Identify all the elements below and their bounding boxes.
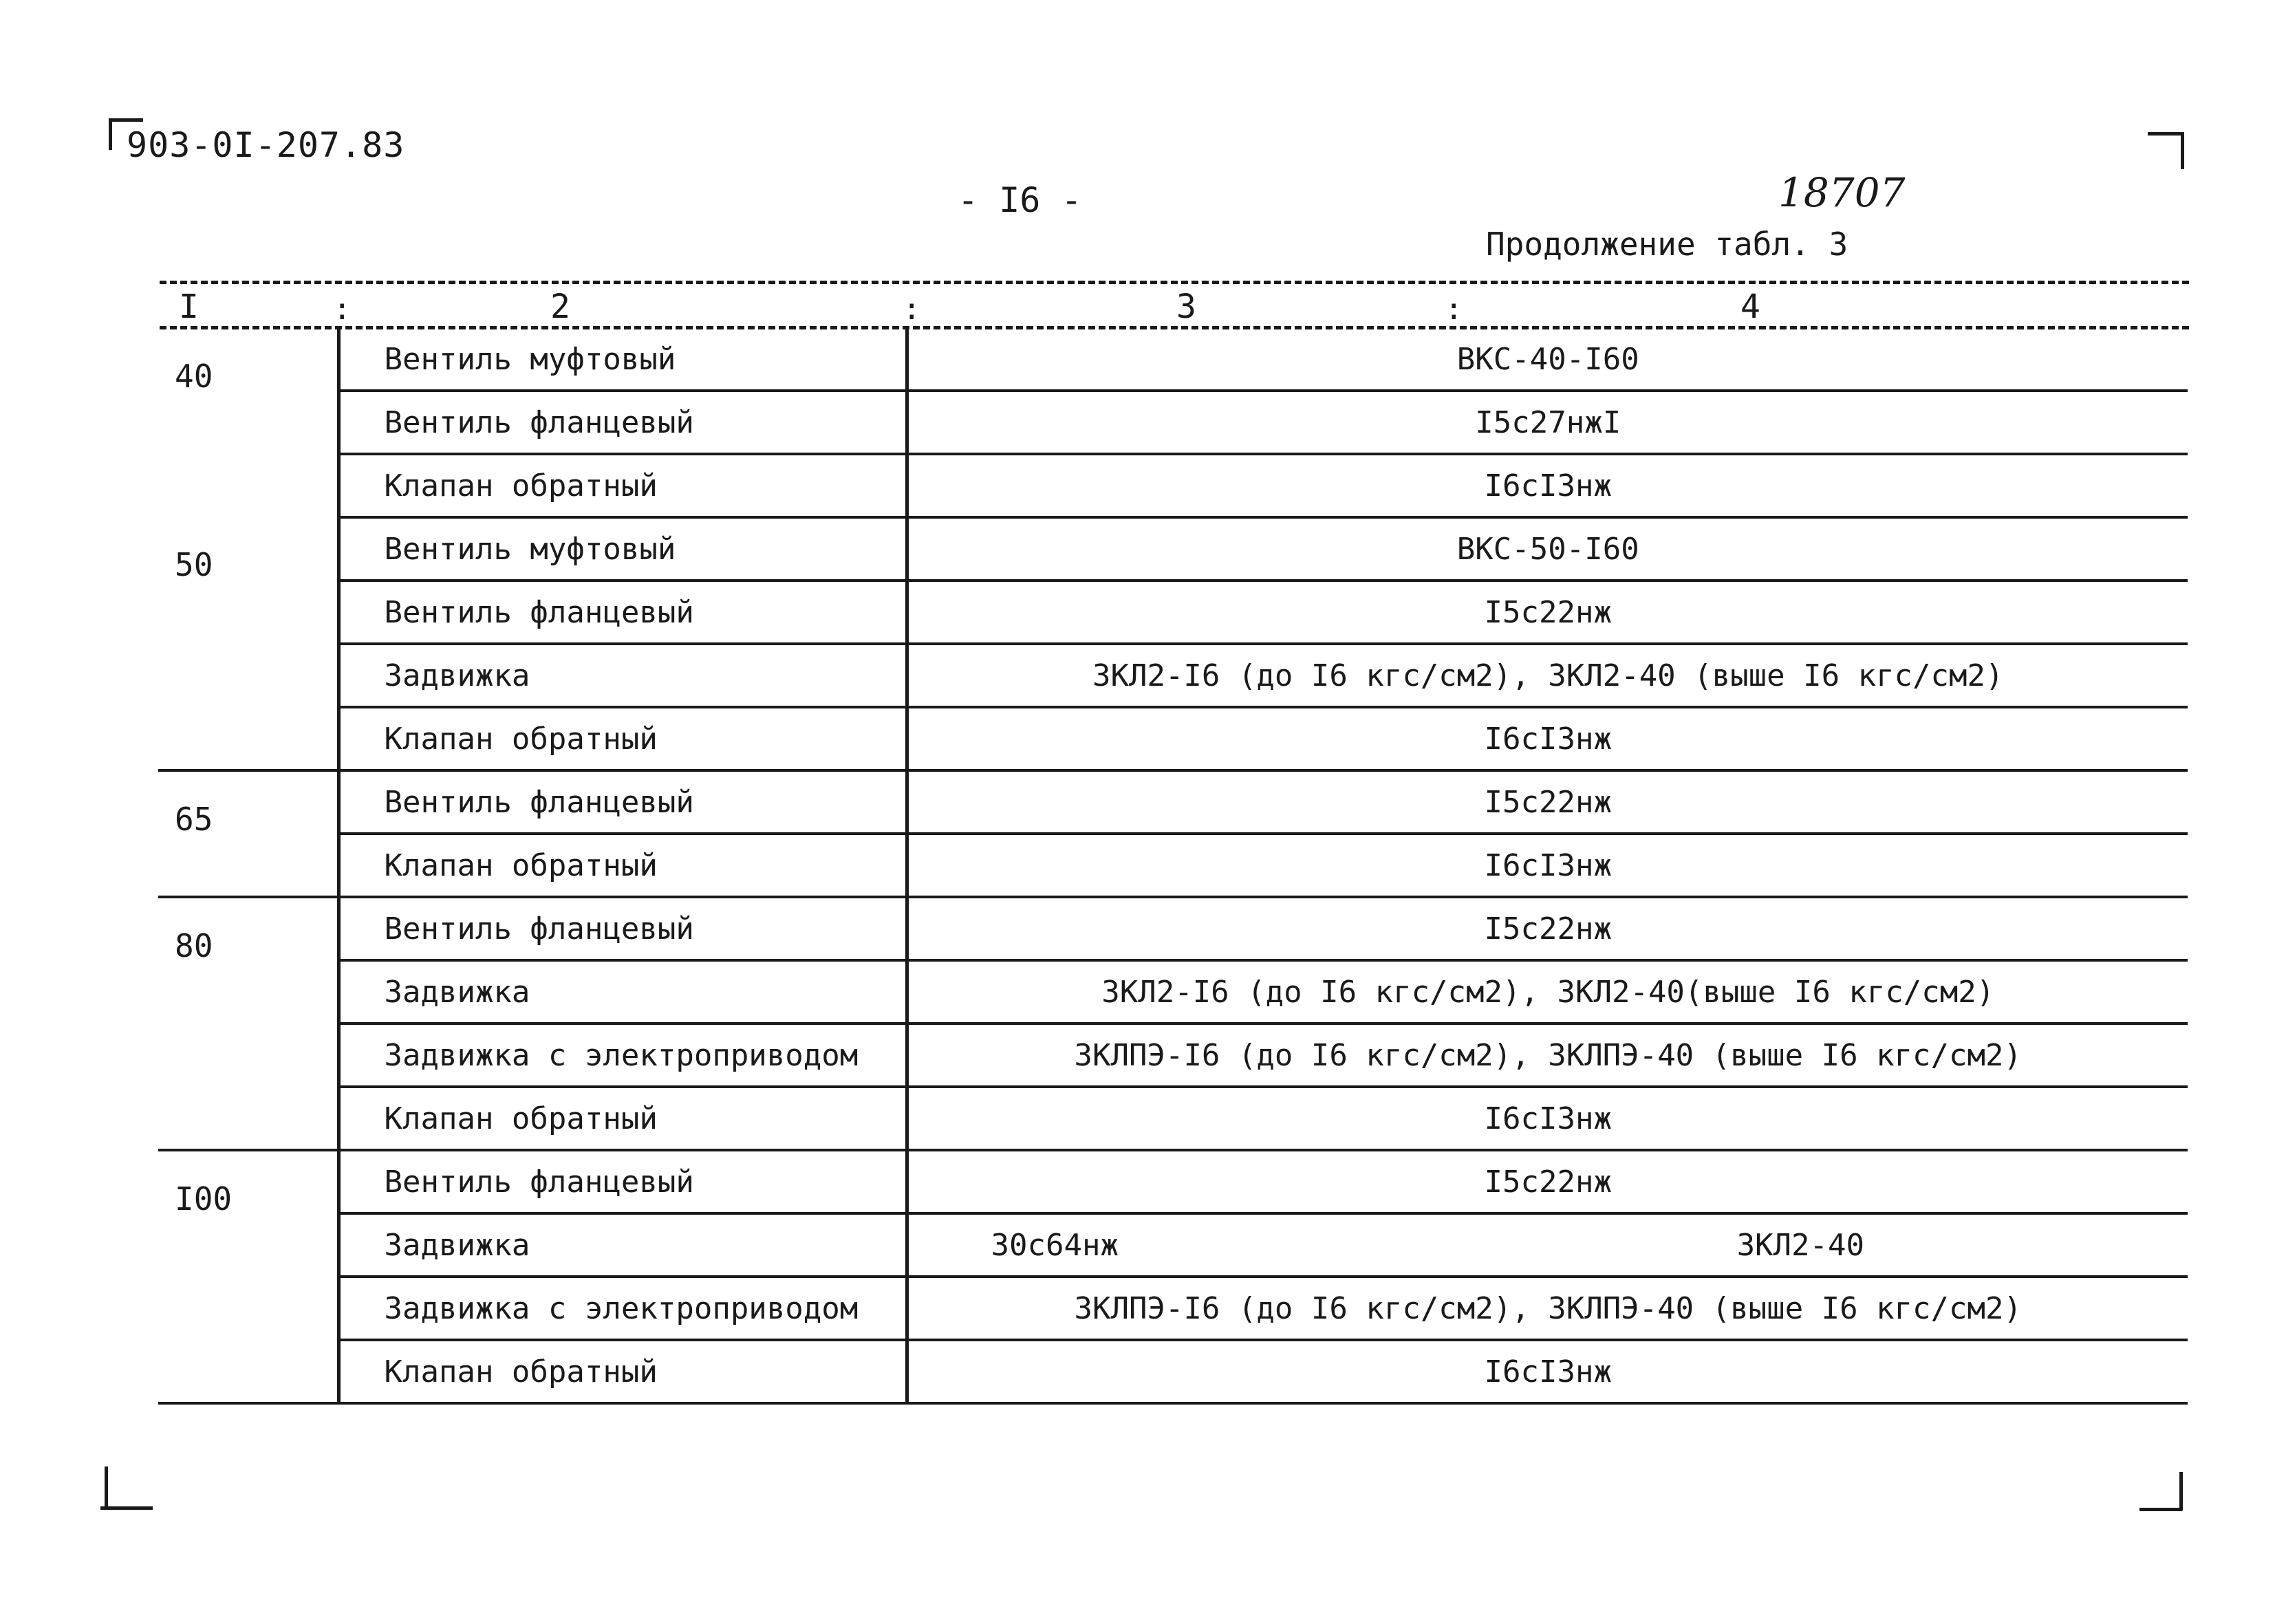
fitting-model-cell: I6сI3нж [907,454,2188,517]
header-top-rule [160,281,2189,284]
fitting-name-cell: Вентиль фланцевый [338,391,907,454]
fitting-name-cell: Задвижка [338,960,907,1024]
fitting-model-cell-split [907,1213,2188,1277]
fitting-model-cell: I6сI3нж [907,707,2188,770]
fitting-model-cell: ЗКЛПЭ-I6 (до I6 кгс/см2), ЗКЛПЭ-40 (выше I6 кгс/см2) [907,1024,2188,1087]
column-separator: : [903,292,921,327]
fittings-table [158,329,2188,1405]
fitting-model-cell: I5с22нж [907,770,2188,834]
fitting-name-cell: Задвижка [338,1213,907,1277]
inventory-stamp: 18707 [1778,169,1906,216]
nominal-diameter-cell: I00 [158,1150,338,1403]
fitting-name-cell: Клапан обратный [338,1087,907,1150]
fitting-name-cell: Задвижка с электроприводом [338,1277,907,1340]
nominal-diameter-cell: 40 [158,329,338,517]
fitting-name-cell: Клапан обратный [338,454,907,517]
fitting-name-cell: Вентиль фланцевый [338,770,907,834]
corner-mark-top-left [109,118,143,122]
fitting-model-cell: ЗКЛ2-I6 (до I6 кгс/см2), ЗКЛ2-40 (выше I6 кгс/см2) [907,644,2188,707]
page-number: - I6 - [958,180,1082,220]
fitting-name-cell: Вентиль муфтовый [338,517,907,581]
column-separator: : [333,292,352,327]
fitting-name-cell: Вентиль фланцевый [338,581,907,644]
fitting-model-cell: I5с22нж [907,1150,2188,1213]
fitting-name-cell: Клапан обратный [338,707,907,770]
column-separator: : [1445,292,1463,327]
fitting-name-cell: Задвижка с электроприводом [338,1024,907,1087]
corner-mark-top-right [2148,132,2184,136]
document-code: 903-0I-207.83 [127,125,405,165]
fitting-model-cell: ЗКЛПЭ-I6 (до I6 кгс/см2), ЗКЛПЭ-40 (выше I6 кгс/см2) [907,1277,2188,1340]
corner-mark-bottom-right [2179,1472,2183,1511]
fitting-name-cell: Задвижка [338,644,907,707]
corner-mark-top-left [109,118,112,150]
fitting-model-cell: ВКС-50-I60 [907,517,2188,581]
column-header-1: I [179,288,199,326]
nominal-diameter-cell: 80 [158,897,338,1150]
corner-mark-top-right [2181,132,2184,169]
fitting-name-cell: Вентиль муфтовый [338,329,907,391]
fitting-model-cell: I5с22нж [907,581,2188,644]
fitting-model-cell: I6сI3нж [907,1087,2188,1150]
corner-mark-bottom-right [2139,1508,2182,1511]
fitting-model-col3: 30с64нж [991,1227,1119,1263]
fitting-name-cell: Вентиль фланцевый [338,897,907,960]
nominal-diameter-cell: 65 [158,770,338,897]
fitting-model-cell: ЗКЛ2-I6 (до I6 кгс/см2), ЗКЛ2-40(выше I6 кгс/см2) [907,960,2188,1024]
column-header-2: 2 [550,288,570,326]
fitting-model-cell: I5с22нж [907,897,2188,960]
fitting-name-cell: Клапан обратный [338,834,907,897]
corner-mark-bottom-left [105,1466,108,1509]
column-header-3: 3 [1176,288,1196,326]
table-continuation-caption: Продолжение табл. 3 [1486,226,1848,263]
column-header-4: 4 [1740,288,1760,326]
fitting-model-cell: I6сI3нж [907,1340,2188,1403]
fitting-name-cell: Клапан обратный [338,1340,907,1403]
nominal-diameter-cell: 50 [158,517,338,770]
fitting-model-cell: ВКС-40-I60 [907,329,2188,391]
fitting-model-col4: ЗКЛ2-40 [1736,1227,1864,1263]
corner-mark-bottom-left [100,1506,153,1510]
fitting-name-cell: Вентиль фланцевый [338,1150,907,1213]
fitting-model-cell: I5с27нжI [907,391,2188,454]
fitting-model-cell: I6сI3нж [907,834,2188,897]
